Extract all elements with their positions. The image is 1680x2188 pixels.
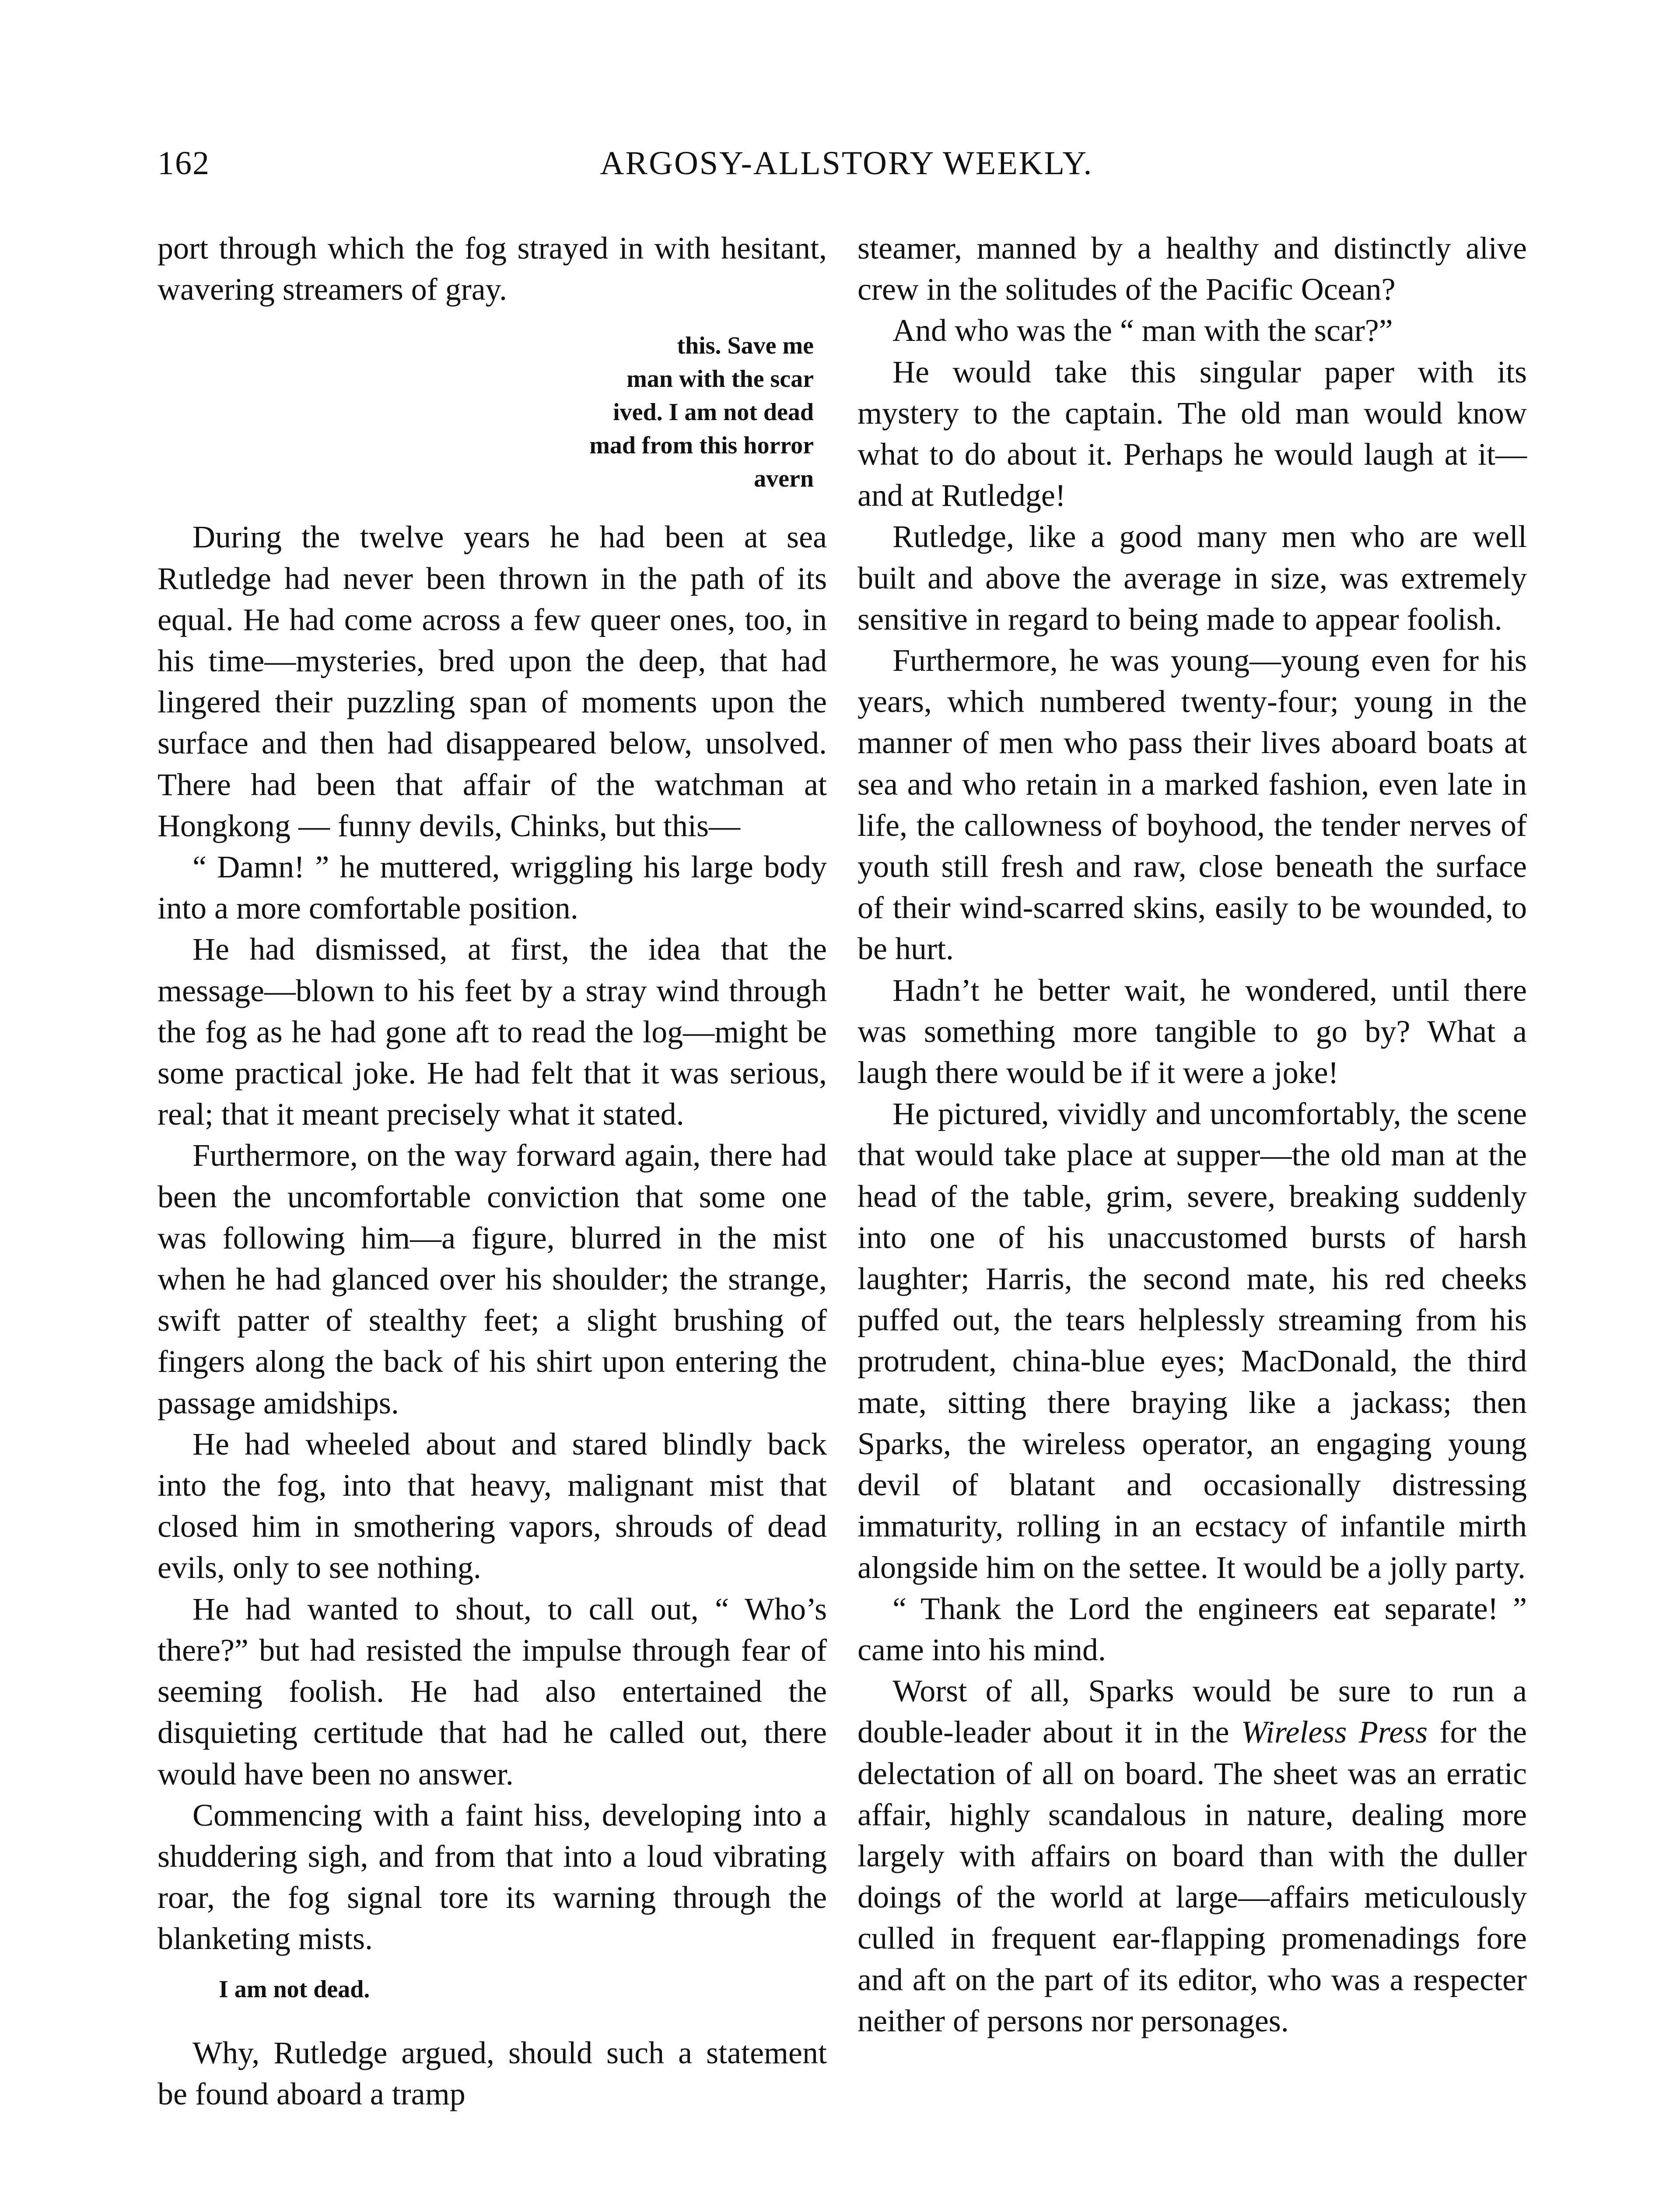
text-run: for the delectation of all on board. The sheet was an erratic affair, highly scandalous in nature, dealing more largely with affairs on board than with the duller doings of the world at large—affairs meticulously culled in frequent ear-flapping promenadings fore and aft on the part of its editor, who was a respecter neither of persons nor personages.: [858, 1715, 1527, 2038]
paragraph: [858, 1670, 1527, 2041]
note-line: avern: [754, 465, 814, 493]
paragraph: He pictured, vividly and uncomfortably, the scene that would take place at supper—the old man at the head of the table, grim, severe, breaking suddenly into one of his unaccustomed bursts of harsh laughter; Harris, the second mate, his red cheeks puffed out, the tears helplessly streaming from his protrudent, china-blue eyes; MacDonald, the third mate, sitting there braying like a jackass; then Sparks, the wireless operator, an engaging young devil of blatant and occasionally distressing immaturity, rolling in an ecstacy of infantile mirth alongside him on the settee. It would be a jolly party.: [858, 1096, 1527, 1585]
paragraph: He had dismissed, at first, the idea that the message—blown to his feet by a stray wind through the fog as he had gone aft to read the log—might be some practical joke. He had felt that it was serious, real; that it meant precisely what it stated.: [158, 932, 827, 1132]
paragraph: Furthermore, he was young—young even for his years, which numbered twenty-four; young in the manner of men who pass their lives aboard boats at sea and who retain in a marked fashion, even late in life, the callowness of boyhood, the tender nerves of youth still fresh and raw, close beneath the surface of their wind-scarred skins, easily to be wounded, to be hurt.: [858, 643, 1527, 967]
page-header: [158, 144, 1536, 193]
page-number: 162: [158, 145, 210, 182]
note-quote: I am not dead.: [219, 1975, 370, 2003]
paragraph: He had wanted to shout, to call out, “ Who’s there?” but had resisted the impulse through fear of seeming foolish. He had also entertained the disquieting certitude that had he called out, there would have been no answer.: [158, 1591, 827, 1792]
note-line: mad from this horror: [589, 432, 814, 459]
paragraph: Hadn’t he better wait, he wondered, until there was something more tangible to go by? What a laugh there would be if it were a joke!: [858, 972, 1527, 1090]
paragraph: steamer, manned by a healthy and distinctly alive crew in the solitudes of the Pacific Ocean?: [858, 231, 1527, 307]
text-run: Worst of all, Sparks would be sure to run a double-leader about it in the: [858, 1673, 1527, 1750]
paragraph: He would take this singular paper with its mystery to the captain. The old man would know what to do about it. Perhaps he would laugh at it—and at Rutledge!: [858, 354, 1527, 513]
paragraph: Why, Rutledge argued, should such a statement be found aboard a tramp: [158, 2035, 827, 2111]
paragraph: port through which the fog strayed in with hesitant, wavering streamers of gray.: [158, 231, 827, 307]
running-title: ARGOSY-ALLSTORY WEEKLY.: [600, 145, 1093, 182]
paragraph: He had wheeled about and stared blindly back into the fog, into that heavy, malignant mist that closed him in smothering vapors, shrouds of dead evils, only to see nothing.: [158, 1426, 827, 1585]
right-column: [858, 228, 1527, 2041]
note-line: man with the scar: [626, 365, 814, 393]
torn-message-note: [464, 329, 814, 495]
paragraph: “ Thank the Lord the engineers eat separate! ” came into his mind.: [858, 1591, 1527, 1667]
paragraph: And who was the “ man with the scar?”: [892, 313, 1393, 348]
paragraph: Rutledge, like a good many men who are well built and above the average in size, was extremely sensitive in regard to being made to appear foolish.: [858, 519, 1527, 637]
paragraph: During the twelve years he had been at sea Rutledge had never been thrown in the path of its equal. He had come across a few queer ones, too, in his time—mysteries, bred upon the deep, that had lingered their puzzling span of moments upon the surface and then had disappeared below, unsolved. There had been that affair of the watchman at Hongkong — funny devils, Chinks, but this—: [158, 519, 827, 843]
left-column: [158, 228, 827, 2114]
paragraph: Commencing with a faint hiss, developing into a shuddering sigh, and from that into a loud vibrating roar, the fog signal tore its warning through the blanketing mists.: [158, 1797, 827, 1957]
paragraph: “ Damn! ” he muttered, wriggling his large body into a more comfortable position.: [158, 849, 827, 926]
note-line: ived. I am not dead: [613, 399, 814, 426]
paragraph: Furthermore, on the way forward again, there had been the uncomfortable conviction that some one was following him—a figure, blurred in the mist when he had glanced over his shoulder; the strange, swift patter of stealthy feet; a slight brushing of fingers along the back of his shirt upon entering the passage amidships.: [158, 1138, 827, 1420]
note-line: this. Save me: [677, 332, 814, 360]
publication-title: Wireless Press: [1241, 1715, 1428, 1750]
